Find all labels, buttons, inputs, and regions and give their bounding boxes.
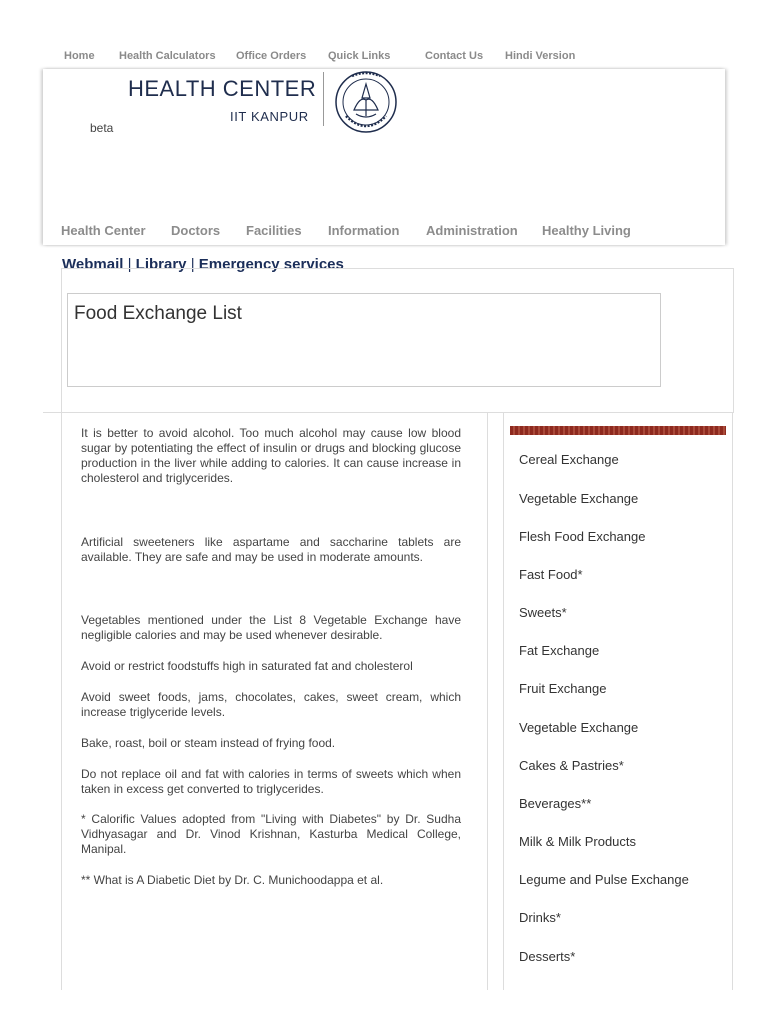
sidebar-item-fast-food[interactable]: Fast Food* <box>519 567 583 582</box>
sidebar-left-border <box>503 412 504 990</box>
nav-facilities[interactable]: Facilities <box>246 223 302 238</box>
content-left-border <box>61 412 62 990</box>
content-column-divider <box>487 412 488 990</box>
top-nav-home[interactable]: Home <box>64 50 95 62</box>
nav-healthy-living[interactable]: Healthy Living <box>542 223 631 238</box>
link-separator: | <box>127 256 136 273</box>
top-nav-hindi-version[interactable]: Hindi Version <box>505 50 576 62</box>
paragraph-saturated-fat: Avoid or restrict foodstuffs high in saturated fat and cholesterol <box>81 659 413 673</box>
nav-information[interactable]: Information <box>328 223 400 238</box>
sidebar-item-cereal-exchange[interactable]: Cereal Exchange <box>519 452 619 467</box>
link-separator: | <box>190 256 199 273</box>
paragraph-alcohol: It is better to avoid alcohol. Too much alcohol may cause low blood sugar by potentiating the effect of insulin or drugs and blocking glucose production in the liver while adding to calories. It can cause increase in cholesterol and triglycerides. <box>81 426 461 485</box>
nav-health-center[interactable]: Health Center <box>61 223 146 238</box>
top-nav-contact-us[interactable]: Contact Us <box>425 50 484 62</box>
sidebar-item-cakes-pastries[interactable]: Cakes & Pastries* <box>519 758 624 773</box>
paragraph-sweeteners: Artificial sweeteners like aspartame and saccharine tablets are available. They are safe and may be used in moderate amounts. <box>81 535 461 564</box>
webmail-link[interactable]: Webmail <box>62 256 124 273</box>
beta-label: beta <box>90 121 114 135</box>
brand-subtitle: IIT KANPUR <box>230 109 309 124</box>
page-title: Food Exchange List <box>74 303 242 324</box>
nav-doctors[interactable]: Doctors <box>171 223 221 238</box>
nav-administration[interactable]: Administration <box>426 223 518 238</box>
paragraph-cooking: Bake, roast, boil or steam instead of frying food. <box>81 736 336 750</box>
sidebar-item-fruit-exchange[interactable]: Fruit Exchange <box>519 681 607 696</box>
top-nav-quick-links[interactable]: Quick Links <box>328 50 391 62</box>
sidebar-item-sweets[interactable]: Sweets* <box>519 605 567 620</box>
sidebar-item-legume-pulse-exchange[interactable]: Legume and Pulse Exchange <box>519 872 689 887</box>
main-content <box>81 0 461 1024</box>
sidebar-item-vegetable-exchange-2[interactable]: Vegetable Exchange <box>519 720 639 735</box>
sidebar-item-drinks[interactable]: Drinks* <box>519 910 561 925</box>
sidebar-item-flesh-food-exchange[interactable]: Flesh Food Exchange <box>519 529 646 544</box>
footnote-calorific: * Calorific Values adopted from "Living with Diabetes" by Dr. Sudha Vidhyasagar and Dr. Vinod Krishnan, Kasturba Medical College, Manipal. <box>81 812 461 856</box>
sidebar-item-beverages[interactable]: Beverages** <box>519 796 592 811</box>
paragraph-vegetables: Vegetables mentioned under the List 8 Vegetable Exchange have negligible calories and may be used whenever desirable. <box>81 613 461 642</box>
sidebar-item-fat-exchange[interactable]: Fat Exchange <box>519 643 600 658</box>
sidebar-item-desserts[interactable]: Desserts* <box>519 949 576 964</box>
brand-title[interactable]: HEALTH CENTER <box>128 76 317 101</box>
footnote-diabetic-diet: ** What is A Diabetic Diet by Dr. C. Munichoodappa et al. <box>81 873 384 887</box>
sidebar-header-bar <box>510 426 726 435</box>
sidebar-item-milk-products[interactable]: Milk & Milk Products <box>519 834 637 849</box>
sidebar-right-border <box>732 412 733 990</box>
library-link[interactable]: Library <box>135 256 187 273</box>
top-nav-office-orders[interactable]: Office Orders <box>236 50 307 62</box>
top-nav-health-calculators[interactable]: Health Calculators <box>119 50 216 62</box>
emergency-services-link[interactable]: Emergency services <box>198 256 344 273</box>
paragraph-sweet-foods: Avoid sweet foods, jams, chocolates, cakes, sweet cream, which increase triglyceride levels. <box>81 690 461 719</box>
paragraph-oil-fat: Do not replace oil and fat with calories in terms of sweets which when taken in excess get converted to triglycerides. <box>81 767 461 796</box>
sidebar-item-vegetable-exchange[interactable]: Vegetable Exchange <box>519 491 639 506</box>
